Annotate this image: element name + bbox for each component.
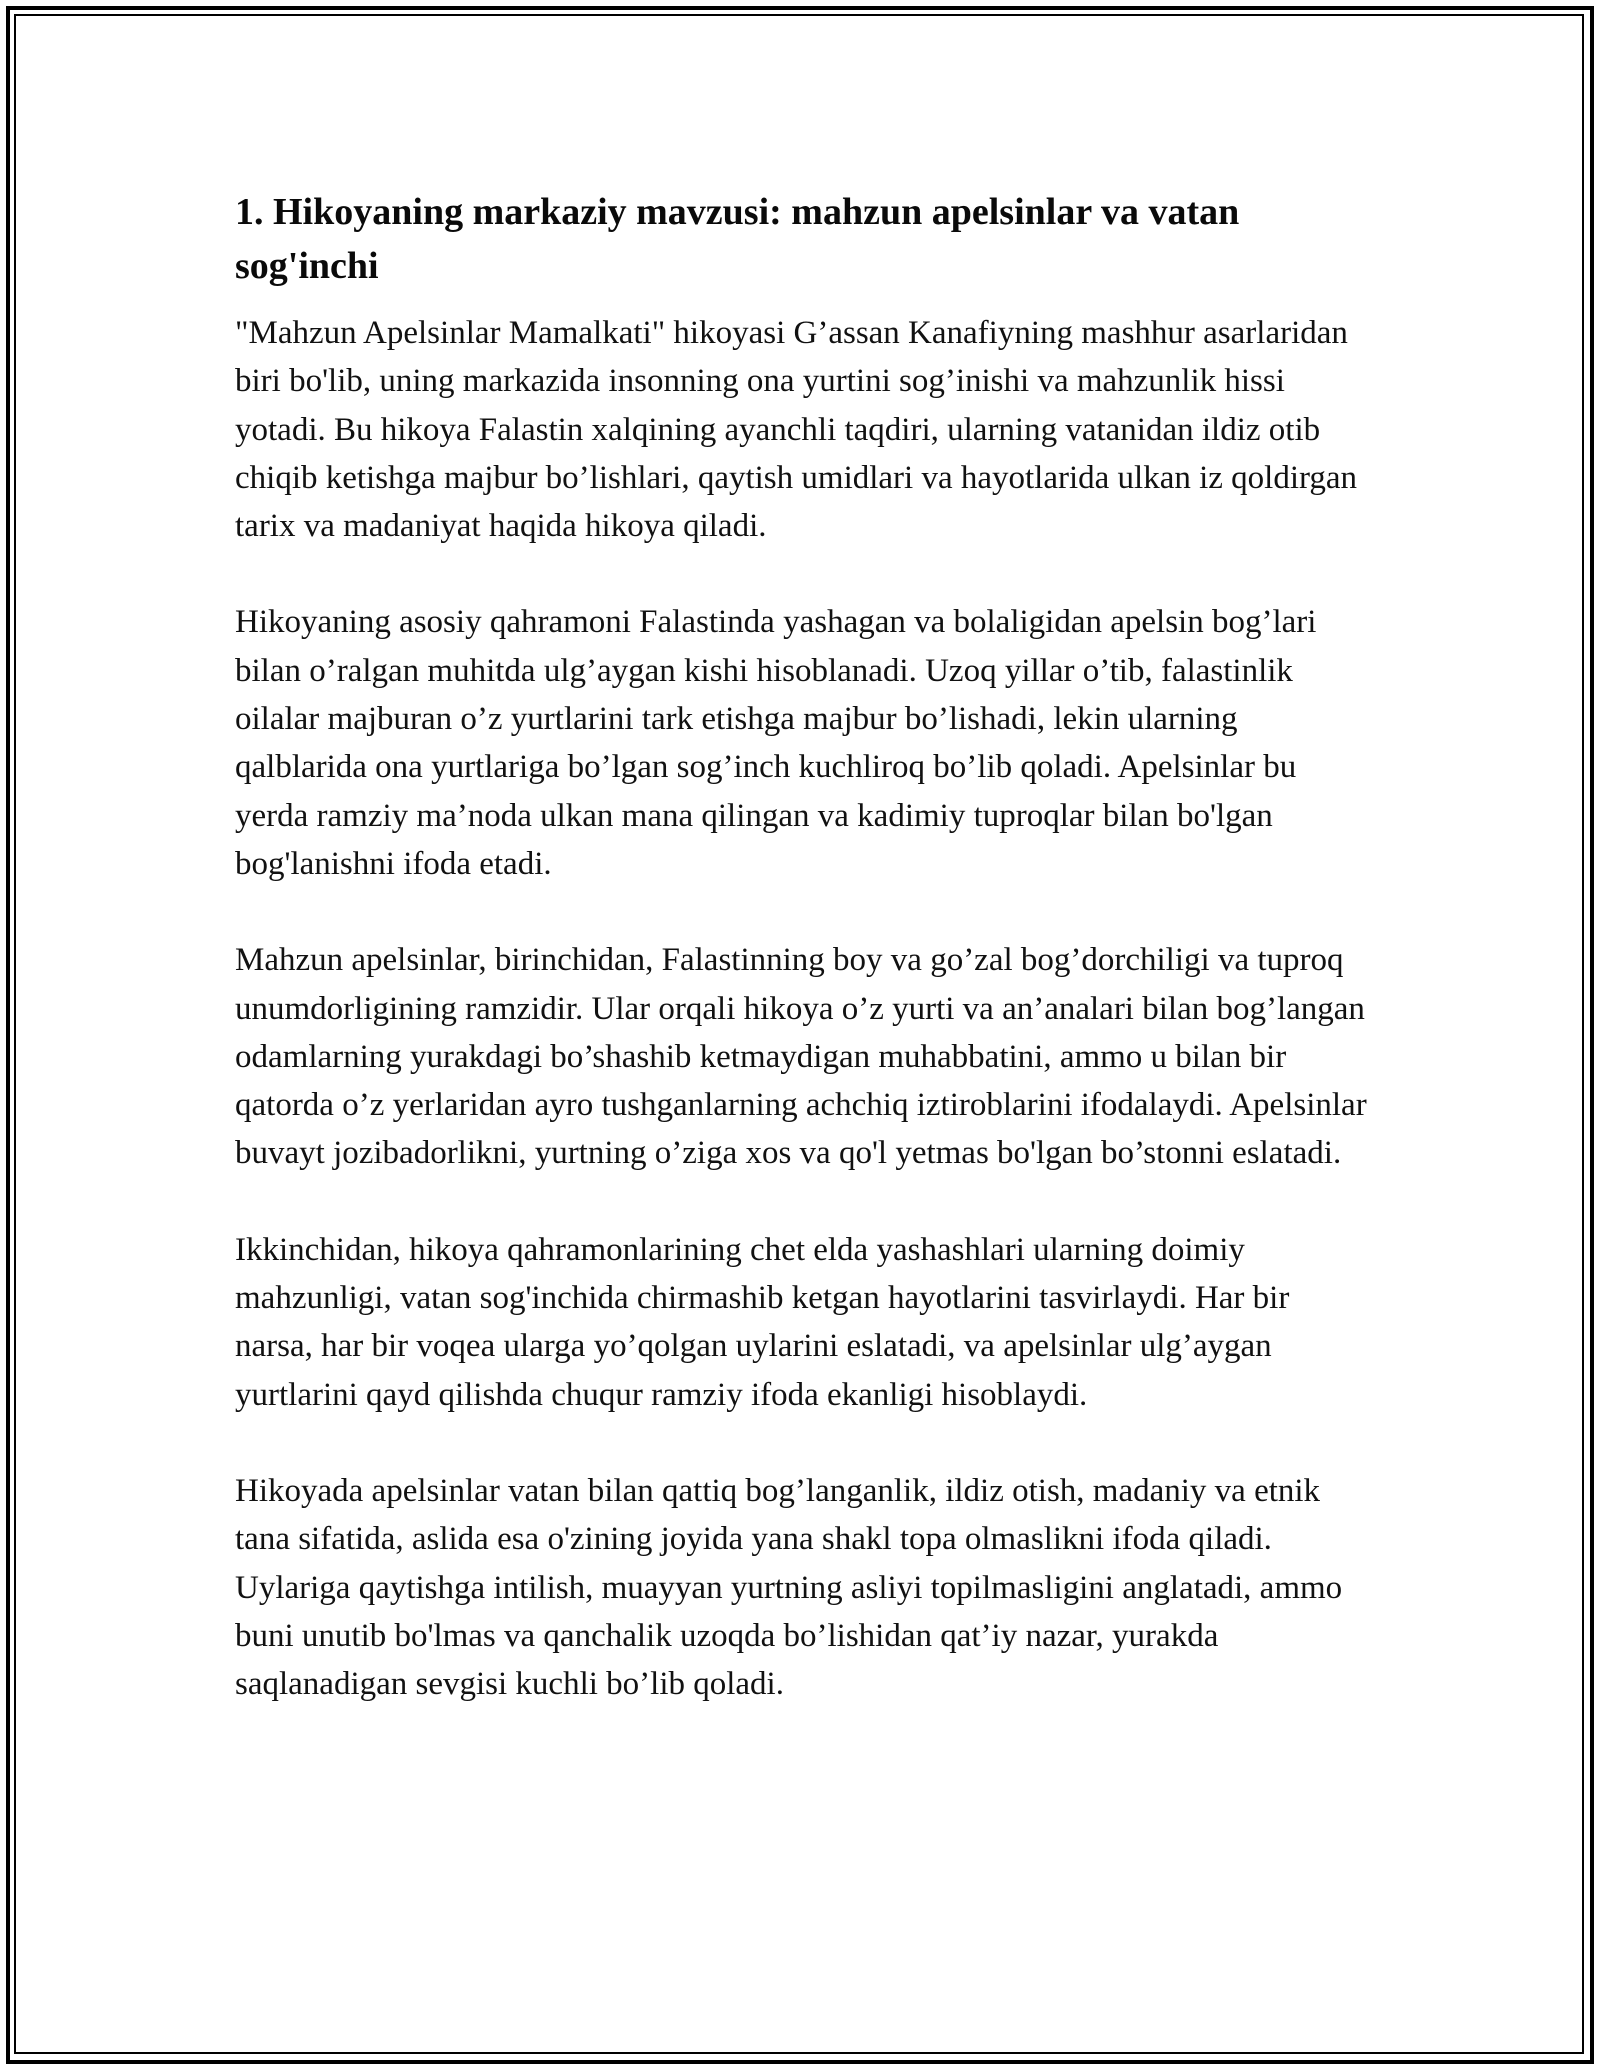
paragraph-5: Hikoyada apelsinlar vatan bilan qattiq bog’langanlik, ildiz otish, madaniy va etnik tana sifatida, aslida esa o'zining joyida yana shakl topa olmaslikni ifoda qiladi. Uylariga qaytishga intilish, muayyan yurtning asliyi topilmasligini anglatadi, ammo buni unutib bo'lmas va qanchalik uzoqda bo’lishidan qat’iy nazar, yurakda saqlanadigan sevgisi kuchli bo’lib qoladi.: [235, 1472, 1343, 1703]
paragraph-4: Ikkinchidan, hikoya qahramonlarining chet elda yashashlari ularning doimiy mahzunligi, vatan sog'inchida chirmashib ketgan hayotlarini tasvirlaydi. Har bir narsa, har bir voqea ularga yo’qolgan uylarini eslatadi, va apelsinlar ulg’aygan yurtlarini qayd qilishda chuqur ramziy ifoda ekanligi hisoblaydi.: [235, 1231, 1290, 1413]
paragraph-2: Hikoyaning asosiy qahramoni Falastinda yashagan va bolaligidan apelsin bog’lari bilan o’ralgan muhitda ulg’aygan kishi hisoblanadi. Uzoq yillar o’tib, falastinlik oilalar majburan o’z yurtlarini tark etishga majbur bo’lishadi, lekin ularning qalblarida ona yurtlariga bo’lgan sog’inch kuchliroq bo’lib qoladi. Apelsinlar bu yerda ramziy ma’noda ulkan mana qilingan va kadimiy tuproqlar bilan bo'lgan bog'lanishni ifoda etadi.: [235, 604, 1317, 882]
paragraph-1: "Mahzun Apelsinlar Mamalkati" hikoyasi G’assan Kanafiyning mashhur asarlaridan biri bo'lib, uning markazida insonning ona yurtini sog’inishi va mahzunlik hissi yotadi. Bu hikoya Falastin xalqining ayanchli taqdiri, ularning vatanidan ildiz otib chiqib ketishga majbur bo’lishlari, qaytish umidlari va hayotlarida ulkan iz qoldirgan tarix va madaniyat haqida hikoya qiladi.: [235, 315, 1358, 545]
paragraph-3: Mahzun apelsinlar, birinchidan, Falastinning boy va go’zal bog’dorchiligi va tuproq unumdorligining ramzidir. Ular orqali hikoya o’z yurti va an’analari bilan bog’langan odamlarning yurakdagi bo’shashib ketmaydigan muhabbatini, ammo u bilan bir qatorda o’z yerlaridan ayro tushganlarning achchiq iztiroblarini ifodalaydi. Apelsinlar buvayt jozibadorlikni, yurtning o’ziga xos va qo'l yetmas bo'lgan bo’stonni eslatadi.: [235, 942, 1367, 1172]
document-body: [235, 185, 1375, 1756]
section-heading: 1. Hikoyaning markaziy mavzusi: mahzun apelsinlar va vatan sog'inchi: [235, 191, 1240, 287]
